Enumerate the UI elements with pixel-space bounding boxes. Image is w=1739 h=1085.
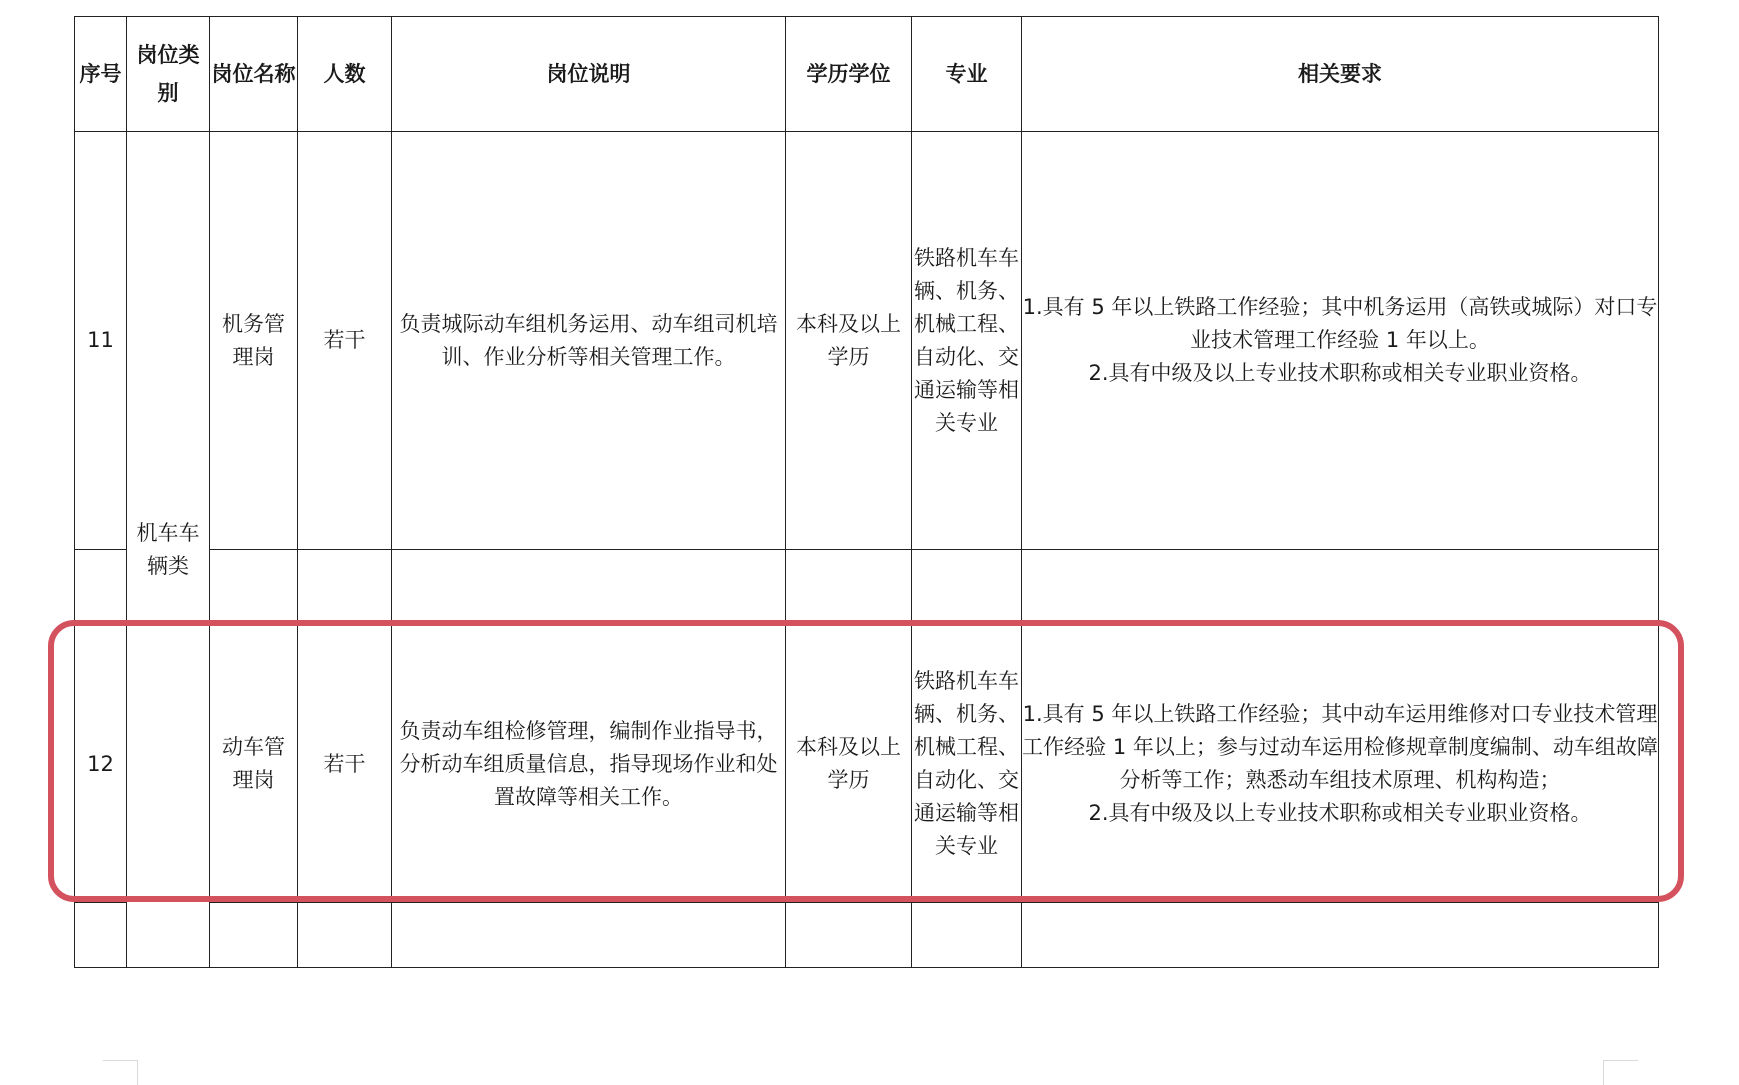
empty-cell: [912, 550, 1022, 626]
table-row: [75, 626, 1659, 903]
row-name: 机务管理岗: [210, 132, 298, 550]
req-line-2: 2.具有中级及以上专业技术职称或相关专业职业资格。: [1088, 801, 1592, 825]
header-edu: 学历学位: [786, 17, 912, 132]
header-category: 岗位类别: [127, 17, 210, 132]
row-req: [1022, 626, 1659, 903]
row-seq: 11: [75, 132, 127, 550]
row-desc: 负责动车组检修管理，编制作业指导书，分析动车组质量信息，指导现场作业和处置故障等相关工作。: [392, 626, 786, 903]
empty-cell: [786, 550, 912, 626]
row-edu: 本科及以上学历: [786, 132, 912, 550]
row-req: [1022, 132, 1659, 550]
row-name: 动车管理岗: [210, 626, 298, 903]
empty-cell: [298, 550, 392, 626]
row-count: 若干: [298, 626, 392, 903]
job-positions-table: [74, 16, 1659, 968]
empty-cell: [392, 550, 786, 626]
empty-cell: [912, 903, 1022, 968]
header-name: 岗位名称: [210, 17, 298, 132]
header-count: 人数: [298, 17, 392, 132]
table-row: [75, 132, 1659, 550]
page-corner-mark: [1603, 1060, 1638, 1085]
category-cell: 机车车辆类: [127, 132, 210, 968]
empty-cell: [298, 903, 392, 968]
header-desc: 岗位说明: [392, 17, 786, 132]
header-seq: 序号: [75, 17, 127, 132]
row-edu: 本科及以上学历: [786, 626, 912, 903]
page-corner-mark: [103, 1060, 138, 1085]
empty-cell: [1022, 550, 1659, 626]
spacer-row: [75, 903, 1659, 968]
empty-cell: [75, 550, 127, 626]
empty-cell: [786, 903, 912, 968]
row-major: 铁路机车车辆、机务、机械工程、自动化、交通运输等相关专业: [912, 626, 1022, 903]
empty-cell: [1022, 903, 1659, 968]
spacer-row: [75, 550, 1659, 626]
header-major: 专业: [912, 17, 1022, 132]
req-line-1: 1.具有 5 年以上铁路工作经验；其中动车运用维修对口专业技术管理工作经验 1 年以上；参与过动车运用检修规章制度编制、动车组故障分析等工作；熟悉动车组技术原理、机构构造；: [1022, 702, 1658, 792]
row-count: 若干: [298, 132, 392, 550]
req-line-1: 1.具有 5 年以上铁路工作经验；其中机务运用（高铁或城际）对口专业技术管理工作经验 1 年以上。: [1022, 295, 1658, 352]
empty-cell: [392, 903, 786, 968]
row-seq: 12: [75, 626, 127, 903]
row-desc: 负责城际动车组机务运用、动车组司机培训、作业分析等相关管理工作。: [392, 132, 786, 550]
empty-cell: [210, 903, 298, 968]
table-header-row: [75, 17, 1659, 132]
row-major: 铁路机车车辆、机务、机械工程、自动化、交通运输等相关专业: [912, 132, 1022, 550]
empty-cell: [210, 550, 298, 626]
empty-cell: [75, 903, 127, 968]
req-line-2: 2.具有中级及以上专业技术职称或相关专业职业资格。: [1088, 361, 1592, 385]
header-req: 相关要求: [1022, 17, 1659, 132]
